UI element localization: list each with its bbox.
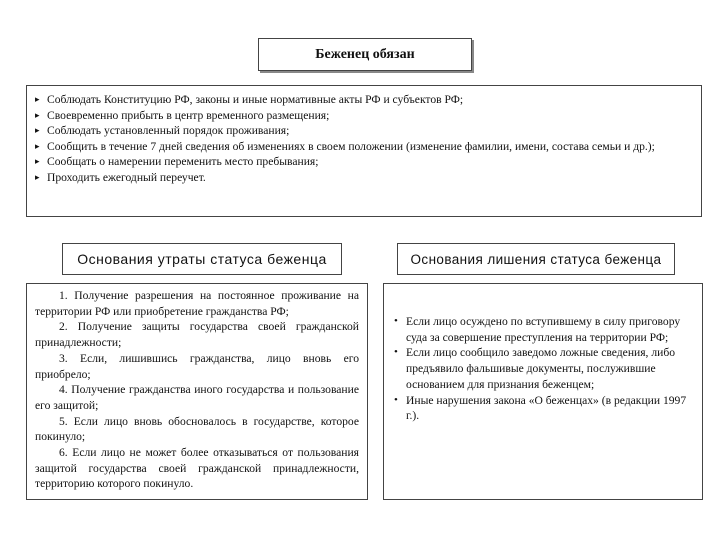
loss-title-text: Основания утраты статуса беженца xyxy=(77,251,327,267)
duties-list xyxy=(35,92,693,186)
duties-box xyxy=(26,85,702,217)
loss-item: 1. Получение разрешения на постоянное проживание на территории РФ или приобретение гражданства РФ; xyxy=(35,289,359,318)
deprive-title-text: Основания лишения статуса беженца xyxy=(410,251,662,267)
loss-item: 5. Если лицо вновь обосновалось в государстве, которое покинуло; xyxy=(35,414,359,444)
duty-item: ▸ Сообщать о намерении переменить место пребывания; xyxy=(35,154,693,170)
deprive-box xyxy=(383,283,703,500)
duty-item: ▸ Соблюдать установленный порядок проживания; xyxy=(35,123,693,139)
deprive-item: • Если лицо осуждено по вступившему в силу приговору суда за совершение преступления на территории РФ; xyxy=(394,314,692,345)
deprive-item: • Если лицо сообщило заведомо ложные сведения, либо предъявило фальшивые документы, послужившие основанием для признания беженцем; xyxy=(394,345,692,392)
deprive-list xyxy=(394,314,692,424)
duty-item: ▸ Соблюдать Конституцию РФ, законы и иные нормативные акты РФ и субъектов РФ; xyxy=(35,92,693,108)
duty-item: ▸ Своевременно прибыть в центр временного размещения; xyxy=(35,108,693,124)
duty-item: ▸ Сообщить в течение 7 дней сведения об изменениях в своем положении (изменение фамилии, имени, состава семьи и др.); xyxy=(35,139,693,155)
loss-item: 6. Если лицо не может более отказываться от пользования защитой государства своей гражданской принадлежности, территорию которого покинуло. xyxy=(35,446,359,491)
deprive-item: • Иные нарушения закона «О беженцах» (в редакции 1997 г.). xyxy=(394,393,692,424)
deprive-title xyxy=(397,243,675,275)
loss-item: 3. Если, лишившись гражданства, лицо вновь его приобрело; xyxy=(35,351,359,381)
duty-item: ▸ Проходить ежегодный переучет. xyxy=(35,170,693,186)
loss-box xyxy=(26,283,368,500)
loss-title xyxy=(62,243,342,275)
loss-item: 2. Получение защиты государства своей гражданской принадлежности; xyxy=(35,320,359,350)
main-title-text: Беженец обязан xyxy=(315,46,415,62)
main-title xyxy=(258,38,472,71)
loss-item: 4. Получение гражданства иного государства и пользование его защитой; xyxy=(35,383,359,412)
